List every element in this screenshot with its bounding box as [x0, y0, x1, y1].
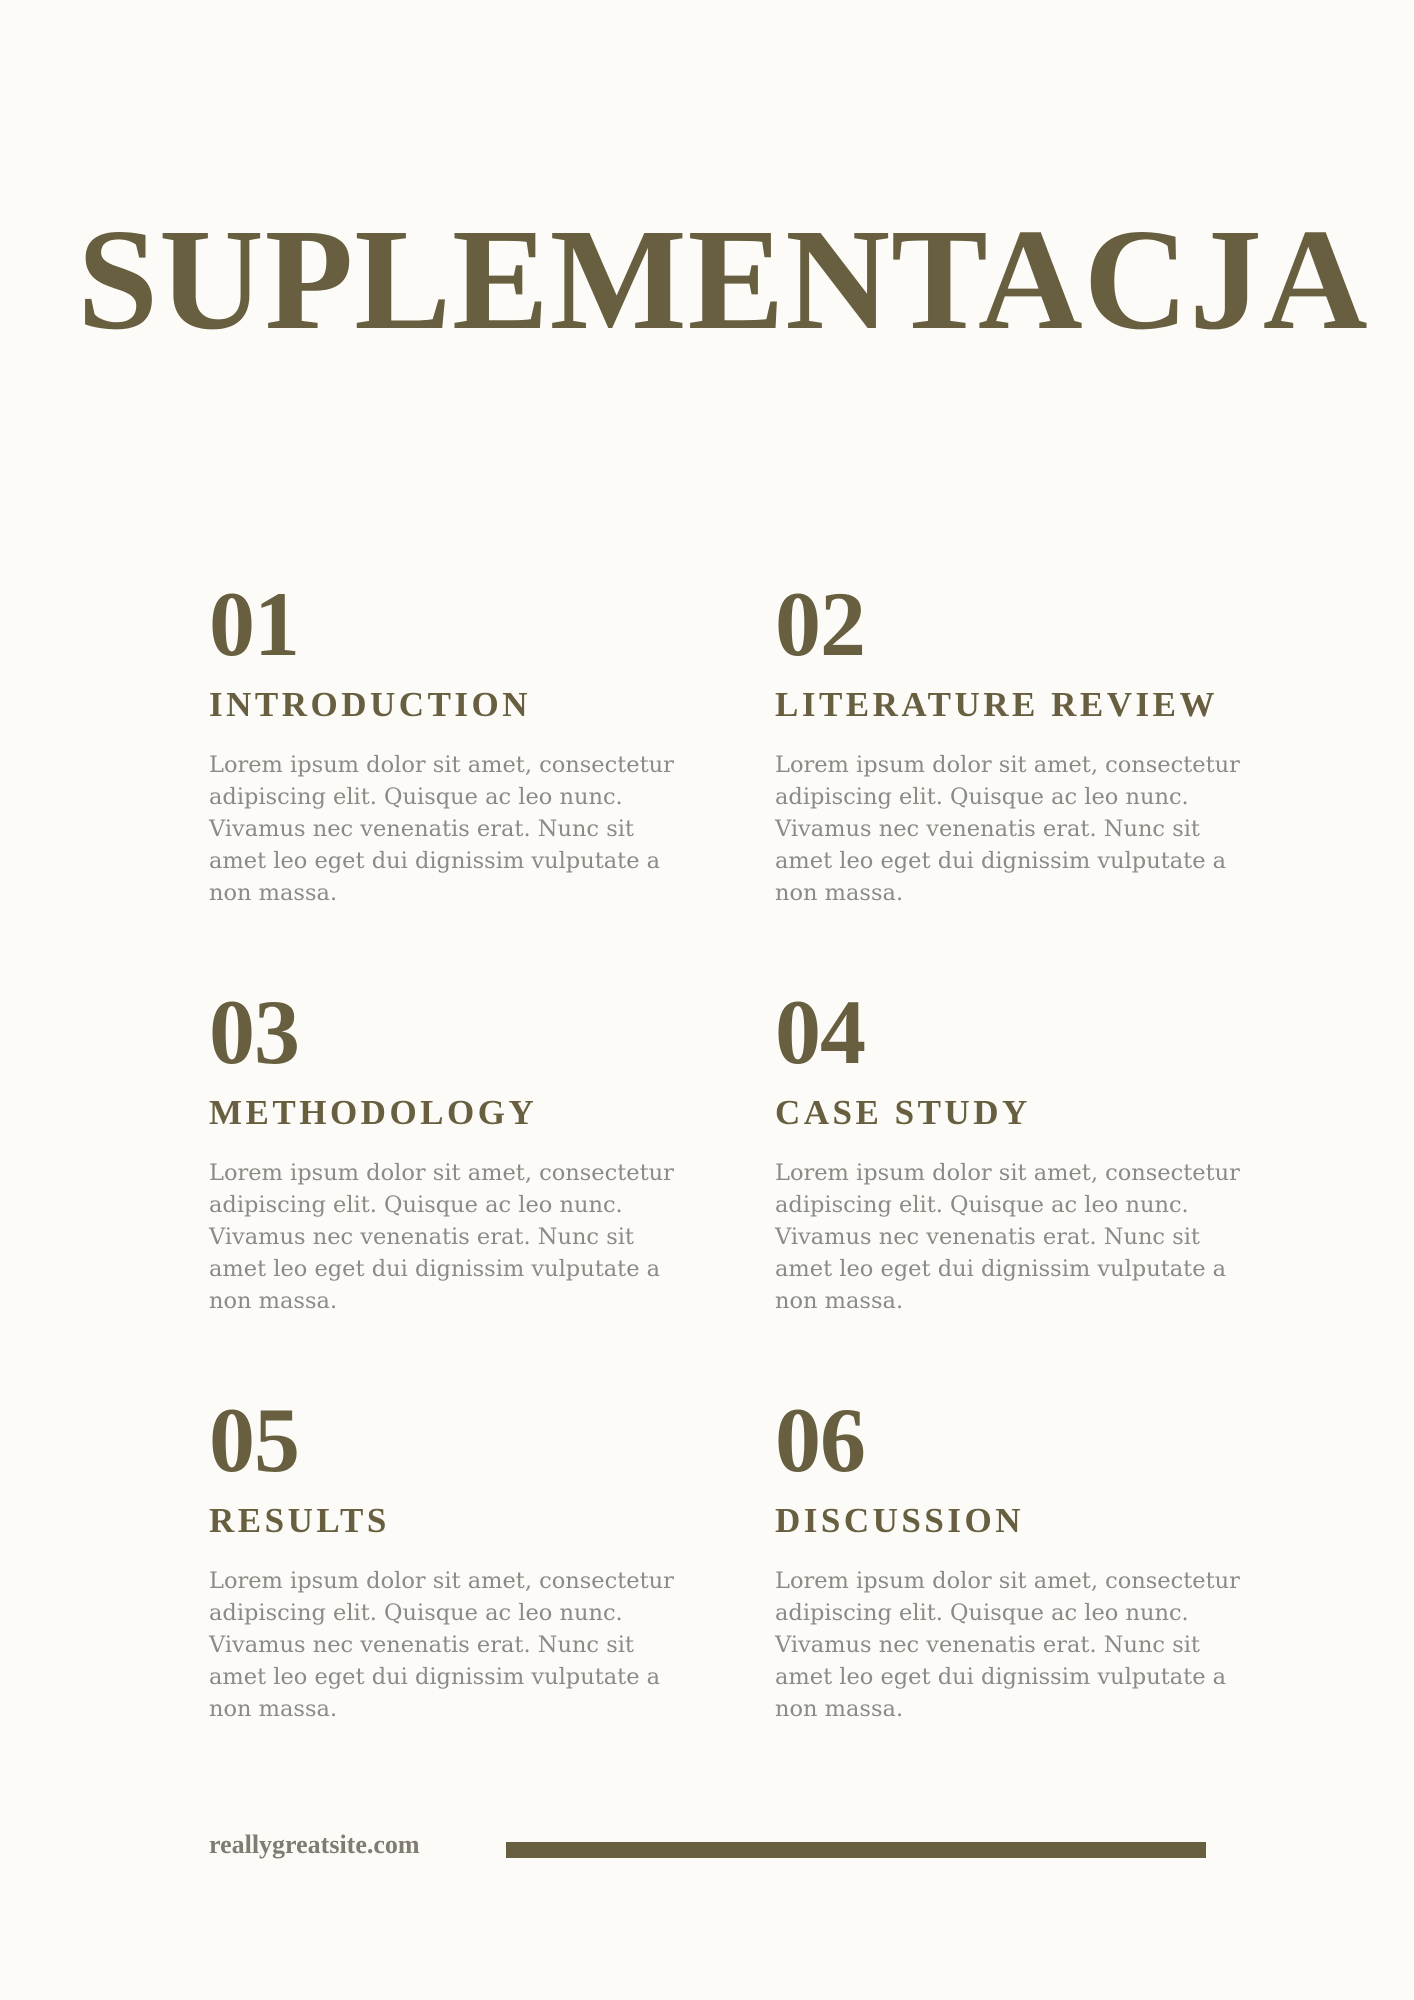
page-title: SUPLEMENTACJA [77, 200, 1369, 360]
section-results [209, 1389, 689, 1725]
section-introduction [209, 573, 689, 909]
section-heading: INTRODUCTION [209, 685, 532, 724]
section-discussion [775, 1389, 1255, 1725]
footer-website: reallygreatsite.com [209, 1830, 420, 1859]
section-body: Lorem ipsum dolor sit amet, consectetur adipiscing elit. Quisque ac leo nunc. Vivamus nec venenatis erat. Nunc sit amet leo eget dui dignissim vulputate a non massa. [775, 1567, 1240, 1722]
footer-divider-bar [506, 1842, 1206, 1858]
section-case-study [775, 981, 1255, 1317]
section-heading: DISCUSSION [775, 1501, 1024, 1540]
section-literature-review [775, 573, 1255, 909]
section-number: 05 [209, 1389, 299, 1491]
section-number: 03 [209, 981, 299, 1083]
section-body: Lorem ipsum dolor sit amet, consectetur adipiscing elit. Quisque ac leo nunc. Vivamus nec venenatis erat. Nunc sit amet leo eget dui dignissim vulputate a non massa. [209, 1159, 674, 1314]
section-heading: CASE STUDY [775, 1093, 1031, 1132]
section-heading: METHODOLOGY [209, 1093, 538, 1132]
section-body: Lorem ipsum dolor sit amet, consectetur adipiscing elit. Quisque ac leo nunc. Vivamus nec venenatis erat. Nunc sit amet leo eget dui dignissim vulputate a non massa. [209, 1567, 674, 1722]
section-number: 06 [775, 1389, 865, 1491]
section-number: 01 [209, 573, 299, 675]
section-number: 02 [775, 573, 865, 675]
section-body: Lorem ipsum dolor sit amet, consectetur adipiscing elit. Quisque ac leo nunc. Vivamus nec venenatis erat. Nunc sit amet leo eget dui dignissim vulputate a non massa. [775, 1159, 1240, 1314]
section-heading: RESULTS [209, 1501, 390, 1540]
section-body: Lorem ipsum dolor sit amet, consectetur adipiscing elit. Quisque ac leo nunc. Vivamus nec venenatis erat. Nunc sit amet leo eget dui dignissim vulputate a non massa. [209, 751, 674, 906]
section-number: 04 [775, 981, 865, 1083]
section-body: Lorem ipsum dolor sit amet, consectetur adipiscing elit. Quisque ac leo nunc. Vivamus nec venenatis erat. Nunc sit amet leo eget dui dignissim vulputate a non massa. [775, 751, 1240, 906]
section-heading: LITERATURE REVIEW [775, 685, 1218, 724]
section-methodology [209, 981, 689, 1317]
